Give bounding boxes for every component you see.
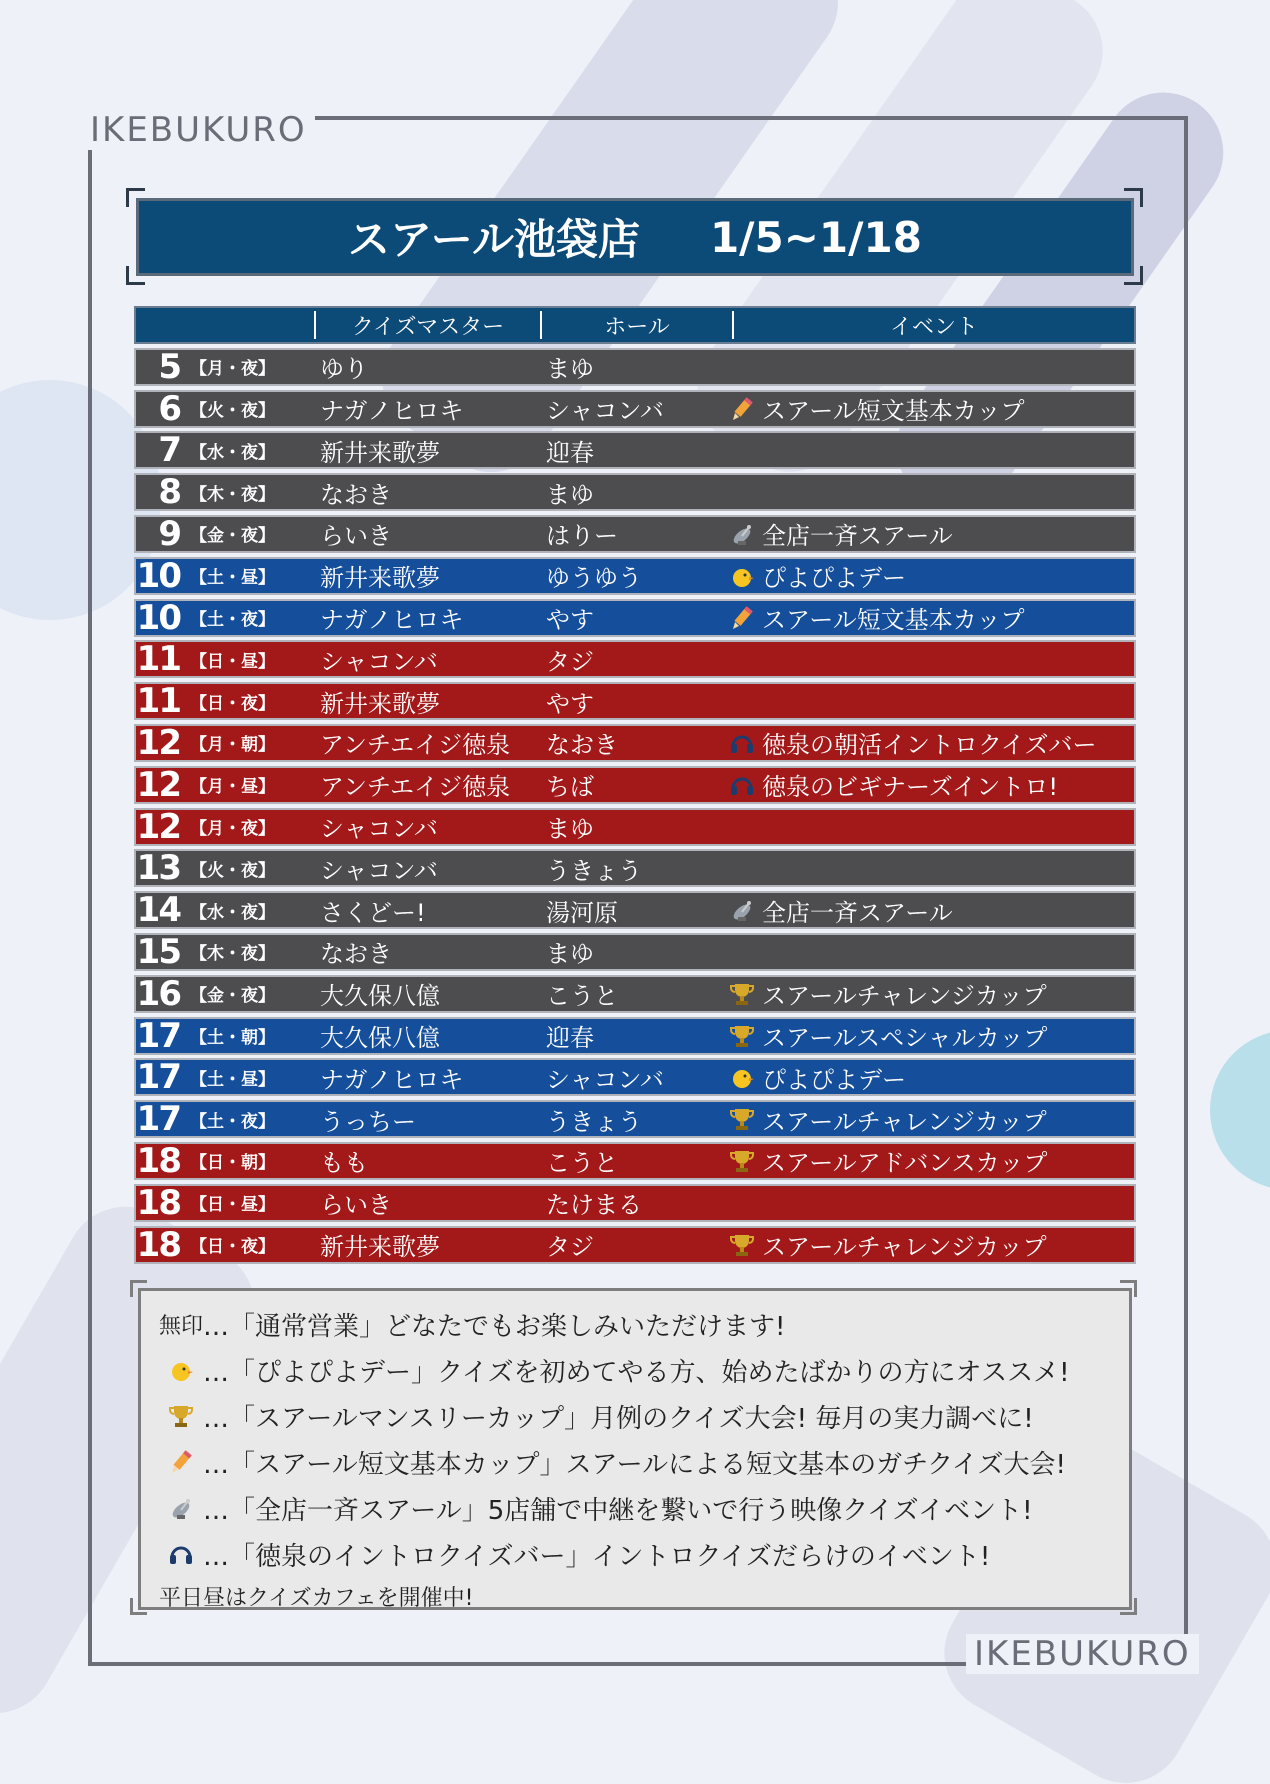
- satellite-icon: [159, 1495, 203, 1521]
- hall-staff: タジ: [546, 647, 594, 676]
- pencil-icon: [726, 396, 758, 422]
- day-number: 10: [136, 555, 180, 596]
- schedule-row: [134, 515, 1136, 553]
- schedule-row: [134, 1100, 1136, 1138]
- schedule-row: [134, 640, 1136, 678]
- hall-staff: たけまる: [546, 1191, 642, 1220]
- day-number: 17: [136, 1015, 180, 1056]
- day-time-tag: 【土・昼】: [190, 1069, 275, 1090]
- legend-text: …「スアールマンスリーカップ」月例のクイズ大会! 毎月の実力調べに!: [203, 1403, 1034, 1434]
- day-number: 12: [136, 806, 180, 847]
- day-time-tag: 【月・夜】: [190, 819, 275, 840]
- legend-item: [159, 1393, 1129, 1439]
- legend-text: …「通常営業」どなたでもお楽しみいただけます!: [203, 1311, 786, 1342]
- schedule-row: [134, 891, 1136, 929]
- day-time-tag: 【日・昼】: [190, 1195, 275, 1216]
- event-cell: [726, 725, 1134, 760]
- day-number: 12: [136, 722, 180, 763]
- legend-item: [159, 1531, 1129, 1577]
- quiz-master: もも: [320, 1149, 368, 1178]
- title-corner: [1124, 188, 1143, 207]
- legend-item: [159, 1485, 1129, 1531]
- quiz-master: うっちー: [320, 1107, 416, 1136]
- pencil-icon: [159, 1449, 203, 1475]
- quiz-master: 大久保八億: [320, 982, 440, 1011]
- hall-staff: うきょう: [546, 856, 642, 885]
- hall-staff: まゆ: [546, 480, 594, 509]
- event-name: 全店一斉スアール: [762, 898, 953, 927]
- quiz-master: アンチエイジ徳泉: [320, 773, 511, 802]
- day-time-tag: 【土・昼】: [190, 568, 275, 589]
- quiz-master: シャコンバ: [320, 815, 438, 844]
- header-quiz-master: クイズマスター: [314, 311, 540, 339]
- date-range: 1/5~1/18: [709, 212, 922, 262]
- day-number: 6: [158, 388, 180, 429]
- schedule-row: [134, 1017, 1136, 1055]
- quiz-master: ゆり: [320, 355, 368, 384]
- ikebukuro-label-top: IKEBUKURO: [82, 110, 315, 150]
- hall-staff: シャコンバ: [546, 397, 664, 426]
- legend-item: [159, 1301, 1129, 1347]
- schedule-row: [134, 473, 1136, 511]
- day-number: 13: [136, 848, 180, 889]
- hall-staff: はりー: [546, 522, 618, 551]
- legend-text: …「徳泉のイントロクイズバー」イントロクイズだらけのイベント!: [203, 1541, 991, 1572]
- event-name: スアールチャレンジカップ: [762, 1233, 1047, 1262]
- trophy-icon: [726, 981, 758, 1007]
- day-number: 12: [136, 764, 180, 805]
- day-number: 18: [136, 1140, 180, 1181]
- hall-staff: まゆ: [546, 355, 594, 384]
- event-name: スアール短文基本カップ: [762, 397, 1025, 426]
- day-number: 7: [158, 430, 180, 471]
- event-name: スアールスペシャルカップ: [762, 1024, 1048, 1053]
- schedule-row: [134, 808, 1136, 846]
- hall-staff: なおき: [546, 731, 618, 760]
- quiz-master: らいき: [320, 1191, 392, 1220]
- legend-corner: [130, 1598, 147, 1615]
- schedule-row: [134, 975, 1136, 1013]
- quiz-master: らいき: [320, 522, 392, 551]
- pencil-icon: [726, 605, 758, 631]
- hall-staff: タジ: [546, 1233, 594, 1262]
- quiz-master: シャコンバ: [320, 856, 438, 885]
- legend-item: [159, 1439, 1129, 1485]
- day-number: 11: [136, 639, 180, 680]
- event-cell: [726, 391, 1134, 426]
- day-number: 10: [136, 597, 180, 638]
- quiz-master: なおき: [320, 940, 392, 969]
- schedule-row: [134, 1184, 1136, 1222]
- title-banner: [136, 198, 1134, 276]
- event-cell: [726, 1018, 1134, 1053]
- store-name: スアール池袋店: [348, 215, 640, 264]
- trophy-icon: [726, 1232, 758, 1258]
- legend-corner: [1120, 1598, 1137, 1615]
- event-name: スアールアドバンスカップ: [762, 1149, 1048, 1178]
- quiz-master: さくどー!: [320, 898, 426, 927]
- day-time-tag: 【金・夜】: [190, 986, 275, 1007]
- legend-key-label: 無印: [159, 1313, 204, 1339]
- quiz-master: アンチエイジ徳泉: [320, 731, 511, 760]
- day-time-tag: 【日・夜】: [190, 693, 275, 714]
- ikebukuro-label-bottom: IKEBUKURO: [966, 1634, 1199, 1674]
- day-time-tag: 【月・昼】: [190, 777, 275, 798]
- satellite-icon: [726, 897, 758, 923]
- day-number: 17: [136, 1057, 180, 1098]
- headphones-icon: [726, 772, 758, 798]
- headphones-icon: [726, 730, 758, 756]
- event-cell: [726, 1143, 1134, 1178]
- trophy-icon: [159, 1403, 203, 1429]
- event-cell: [726, 1102, 1134, 1137]
- day-time-tag: 【月・夜】: [190, 359, 275, 380]
- hall-staff: こうと: [546, 1149, 618, 1178]
- schedule-row: [134, 599, 1136, 637]
- day-number: 15: [136, 931, 180, 972]
- quiz-master: なおき: [320, 480, 392, 509]
- day-time-tag: 【日・朝】: [190, 1153, 275, 1174]
- quiz-master: ナガノヒロキ: [320, 1065, 464, 1094]
- day-number: 11: [136, 681, 180, 722]
- hall-staff: やす: [546, 606, 594, 635]
- event-cell: [726, 767, 1134, 802]
- event-name: 徳泉の朝活イントロクイズバー: [762, 731, 1097, 760]
- chick-icon: [726, 1064, 758, 1090]
- day-time-tag: 【土・夜】: [190, 1111, 275, 1132]
- day-number: 17: [136, 1099, 180, 1140]
- day-time-tag: 【日・昼】: [190, 651, 275, 672]
- event-cell: [726, 558, 1134, 593]
- hall-staff: 湯河原: [546, 898, 618, 927]
- schedule-row: [134, 1142, 1136, 1180]
- hall-staff: 迎春: [546, 438, 594, 467]
- hall-staff: シャコンバ: [546, 1065, 664, 1094]
- schedule-table: [134, 306, 1136, 1264]
- chick-icon: [159, 1357, 203, 1383]
- schedule-row: [134, 1058, 1136, 1096]
- hall-staff: ちば: [546, 773, 594, 802]
- satellite-icon: [726, 521, 758, 547]
- quiz-master: ナガノヒロキ: [320, 397, 464, 426]
- day-time-tag: 【水・夜】: [190, 442, 275, 463]
- event-name: ぴよぴよデー: [762, 1065, 906, 1094]
- day-time-tag: 【木・夜】: [190, 484, 275, 505]
- event-cell: [726, 600, 1134, 635]
- legend-box: [138, 1288, 1132, 1610]
- trophy-icon: [726, 1106, 758, 1132]
- event-name: スアールチャレンジカップ: [762, 982, 1047, 1011]
- schedule-row: [134, 390, 1136, 428]
- legend-corner: [130, 1280, 147, 1297]
- day-time-tag: 【火・夜】: [190, 401, 275, 422]
- day-time-tag: 【月・朝】: [190, 735, 275, 756]
- quiz-master: 新井来歌夢: [320, 689, 440, 718]
- title-corner: [126, 188, 145, 207]
- event-cell: [726, 893, 1134, 928]
- hall-staff: まゆ: [546, 815, 594, 844]
- event-cell: [726, 1060, 1134, 1095]
- trophy-icon: [726, 1148, 758, 1174]
- day-time-tag: 【金・夜】: [190, 526, 275, 547]
- schedule-row: [134, 557, 1136, 595]
- day-time-tag: 【木・夜】: [190, 944, 275, 965]
- schedule-row: [134, 933, 1136, 971]
- day-time-tag: 【火・夜】: [190, 860, 275, 881]
- headphones-icon: [159, 1541, 203, 1567]
- header-event: イベント: [732, 311, 1134, 339]
- day-time-tag: 【土・朝】: [190, 1028, 275, 1049]
- day-number: 18: [136, 1182, 180, 1223]
- hall-staff: やす: [546, 689, 594, 718]
- schedule-row: [134, 766, 1136, 804]
- legend-text: …「全店一斉スアール」5店舗で中継を繋いで行う映像クイズイベント!: [203, 1495, 1033, 1526]
- schedule-rows: [134, 348, 1136, 1264]
- legend-corner: [1120, 1280, 1137, 1297]
- header-hall: ホール: [540, 311, 732, 339]
- schedule-row: [134, 431, 1136, 469]
- event-name: 徳泉のビギナーズイントロ!: [762, 773, 1058, 802]
- day-number: 14: [136, 890, 180, 931]
- event-name: ぴよぴよデー: [762, 564, 906, 593]
- title-corner: [1124, 266, 1143, 285]
- day-number: 8: [158, 472, 180, 513]
- event-cell: [726, 516, 1134, 551]
- event-cell: [726, 976, 1134, 1011]
- quiz-master: 大久保八億: [320, 1024, 440, 1053]
- trophy-icon: [726, 1023, 758, 1049]
- day-number: 16: [136, 973, 180, 1014]
- hall-staff: こうと: [546, 982, 618, 1011]
- legend-text: …「スアール短文基本カップ」スアールによる短文基本のガチクイズ大会!: [203, 1449, 1066, 1480]
- hall-staff: うきょう: [546, 1107, 642, 1136]
- table-header: [134, 306, 1136, 344]
- day-time-tag: 【日・夜】: [190, 1237, 275, 1258]
- quiz-master: ナガノヒロキ: [320, 606, 464, 635]
- legend-text: …「ぴよぴよデー」クイズを初めてやる方、始めたばかりの方にオススメ!: [203, 1357, 1070, 1388]
- schedule-row: [134, 724, 1136, 762]
- hall-staff: まゆ: [546, 940, 594, 969]
- event-name: スアール短文基本カップ: [762, 606, 1025, 635]
- event-cell: [726, 1227, 1134, 1262]
- day-number: 18: [136, 1224, 180, 1265]
- quiz-master: 新井来歌夢: [320, 438, 440, 467]
- legend-rows: [159, 1301, 1129, 1577]
- quiz-master: 新井来歌夢: [320, 564, 440, 593]
- schedule-row: [134, 849, 1136, 887]
- schedule-row: [134, 348, 1136, 386]
- quiz-master: シャコンバ: [320, 647, 438, 676]
- hall-staff: 迎春: [546, 1024, 594, 1053]
- chick-icon: [726, 563, 758, 589]
- schedule-row: [134, 682, 1136, 720]
- quiz-master: 新井来歌夢: [320, 1233, 440, 1262]
- event-name: スアールチャレンジカップ: [762, 1107, 1047, 1136]
- title-corner: [126, 266, 145, 285]
- hall-staff: ゆうゆう: [546, 564, 642, 593]
- weekday-cafe-note: 平日昼はクイズカフェを開催中!: [159, 1586, 474, 1611]
- day-time-tag: 【水・夜】: [190, 902, 275, 923]
- legend-item: [159, 1347, 1129, 1393]
- day-number: 5: [158, 346, 180, 387]
- event-name: 全店一斉スアール: [762, 522, 953, 551]
- day-number: 9: [158, 513, 180, 554]
- day-time-tag: 【土・夜】: [190, 610, 275, 631]
- schedule-row: [134, 1226, 1136, 1264]
